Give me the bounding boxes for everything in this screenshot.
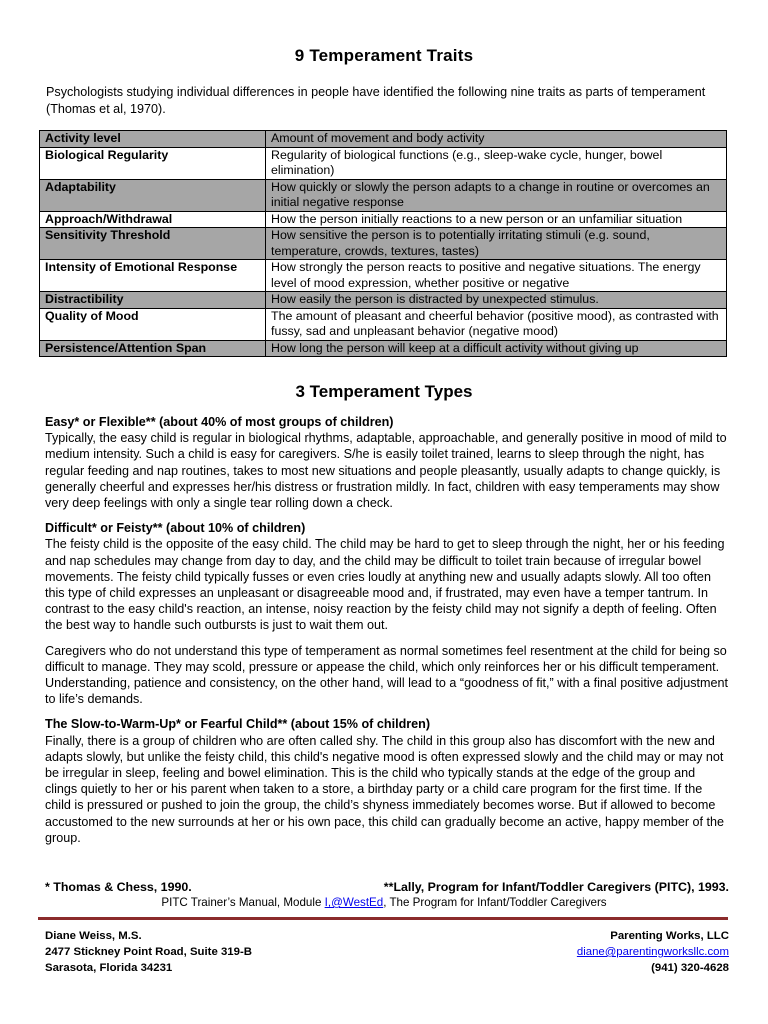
footer-left bbox=[45, 928, 252, 976]
intro-paragraph: Psychologists studying individual differences in people have identified the following nine traits as parts of temperament (Thomas et al, 1970). bbox=[46, 85, 706, 116]
manual-text-after: , The Program for Infant/Toddler Caregivers bbox=[383, 896, 607, 909]
reference-thomas: * Thomas & Chess, 1990. bbox=[45, 880, 192, 894]
reference-lally: **Lally, Program for Infant/Toddler Caregivers (PITC), 1993. bbox=[383, 880, 729, 894]
types-title: 3 Temperament Types bbox=[295, 382, 473, 401]
trait-description: How long the person will keep at a difficult activity without giving up bbox=[266, 340, 727, 357]
trait-name: Approach/Withdrawal bbox=[40, 211, 266, 228]
trait-description: How easily the person is distracted by unexpected stimulus. bbox=[266, 292, 727, 309]
trait-description: How quickly or slowly the person adapts to a change in routine or overcomes an initial negative response bbox=[266, 179, 727, 211]
page-title: 9 Temperament Traits bbox=[294, 46, 474, 65]
footer-right bbox=[577, 928, 729, 976]
trait-description: The amount of pleasant and cheerful behavior (positive mood), as contrasted with fussy, sad and unpleasant behavior (negative mood) bbox=[266, 308, 727, 340]
slow-heading: The Slow-to-Warm-Up* or Fearful Child** (about 15% of children) bbox=[45, 717, 431, 732]
trait-description: Regularity of biological functions (e.g., sleep-wake cycle, hunger, bowel elimination) bbox=[266, 147, 727, 179]
easy-heading: Easy* or Flexible** (about 40% of most groups of children) bbox=[45, 415, 394, 429]
company-name: Parenting Works, LLC bbox=[610, 930, 729, 942]
table-row bbox=[40, 211, 727, 228]
trait-name: Adaptability bbox=[40, 179, 266, 211]
table-row bbox=[40, 147, 727, 179]
table-row bbox=[40, 228, 727, 260]
trait-name: Activity level bbox=[40, 131, 266, 148]
trait-description: How sensitive the person is to potentially irritating stimuli (e.g. sound, temperature, crowds, textures, tastes) bbox=[266, 228, 727, 260]
difficult-paragraph: The feisty child is the opposite of the easy child. The child may be hard to get to sleep through the night, her or his feeding and nap schedules may change from day to day, and the child may be difficult to toilet train because of irregular bowel movements. The feisty child typically fusses or even cries loudly at anything new and usually adapts slowly. All too often this type of child expresses an unpleasant or disagreeable mood and, if frustrated, may even have a temper tantrum. In contrast to the easy child's reaction, an intense, noisy reaction by the feisty child may not signify a depth of feeling. Often the best way to handle such outbursts is just to wait them out. bbox=[45, 537, 725, 633]
manual-text-before: PITC Trainer’s Manual, Module bbox=[161, 896, 325, 909]
trait-description: How the person initially reactions to a new person or an unfamiliar situation bbox=[266, 211, 727, 228]
trait-name: Intensity of Emotional Response bbox=[40, 260, 266, 292]
phone-number: (941) 320-4628 bbox=[651, 962, 729, 974]
table-row bbox=[40, 308, 727, 340]
trait-name: Biological Regularity bbox=[40, 147, 266, 179]
address-line-2: Sarasota, Florida 34231 bbox=[45, 962, 173, 974]
trait-name: Persistence/Attention Span bbox=[40, 340, 266, 357]
difficult-paragraph-2: Caregivers who do not understand this type of temperament as normal sometimes feel resentment at the child for being so difficult to manage. They may scold, pressure or appease the child, which only reinforces her or his difficult temperament. Understanding, patience and consistency, on the other hand, will lead to a “goodness of fit,” with a final positive adjustment to life’s demands. bbox=[45, 643, 729, 707]
slow-paragraph: Finally, there is a group of children who are often called shy. The child in this group also has discomfort with the new and adapts slowly, but unlike the feisty child, this child's negative mood is often expressed slowly and the child may or may not be irregular in sleep, feeling and bowel elimination. This is the child who typically stands at the edge of the group and clings quietly to her or his parent when taken to a store, a birthday party or a child care program for the first time. If the child is pressured or pushed to join the group, the child’s shyness immediately becomes worse. But if allowed to become accustomed to the new surrounds at her or his own pace, this child can gradually become an active, happy member of the group. bbox=[45, 733, 725, 845]
table-row bbox=[40, 292, 727, 309]
address-line-1: 2477 Stickney Point Road, Suite 319-B bbox=[45, 946, 253, 958]
table-row bbox=[40, 260, 727, 292]
trait-name: Quality of Mood bbox=[40, 308, 266, 340]
easy-paragraph: Typically, the easy child is regular in biological rhythms, adaptable, approachable, and generally positive in mood of mild to medium intensity. Such a child is easy for caregivers. S/he is easily toilet trained, learns to sleep through the night, has regular feeding and nap routines, takes to most new situations and people pleasantly, usually adapts to change quickly, is generally cheerful and expresses her/his distress or frustration mildly. In fact, children with easy temperaments may show very deep feelings with only a single tear rolling down a check. bbox=[45, 431, 727, 511]
table-row bbox=[40, 179, 727, 211]
trait-description: Amount of movement and body activity bbox=[266, 131, 727, 148]
trait-name: Distractibility bbox=[40, 292, 266, 309]
email-link[interactable]: diane@parentingworksllc.com bbox=[576, 946, 729, 958]
trait-description: How strongly the person reacts to positive and negative situations. The energy level of mood expression, whether positive or negative bbox=[266, 260, 727, 292]
wested-link[interactable]: I,@WestEd bbox=[324, 896, 384, 909]
footer-divider bbox=[38, 917, 728, 920]
author-name: Diane Weiss, M.S. bbox=[45, 930, 142, 942]
traits-table bbox=[39, 130, 727, 357]
difficult-heading: Difficult* or Feisty** (about 10% of children) bbox=[45, 521, 306, 536]
trait-name: Sensitivity Threshold bbox=[40, 228, 266, 260]
manual-citation bbox=[0, 896, 768, 909]
table-row bbox=[40, 340, 727, 357]
table-row bbox=[40, 131, 727, 148]
types-body bbox=[45, 414, 729, 855]
